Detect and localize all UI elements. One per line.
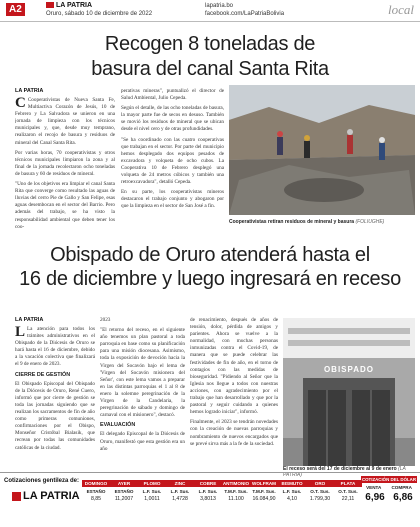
quote-header: WOLFRAM [250,480,278,487]
article2-caption-text: El receso será del 17 de diciembre al 9 de enero [283,466,397,472]
quote-label: O.T. Sus. [338,489,358,494]
dollar-buy-value: 6,86 [393,492,413,503]
quote-header: AYER [110,480,138,487]
article2-p7: Finalmente, el 2023 se tendrán novedades con la creación de nuevas parroquias y nombramiento de nuevos encargados que se prevé sirva más a la fe de la sociedad. [190,419,278,447]
article1-p1: Cooperativistas de Nueva Santa Fe, Multiactiva Corazón de Jesús, 10 de Febrero y La Salvadora se unieron en una jornada de limpieza con los técnicos municipales y, que, desde muy temprano, realizaron el recojo de basura y residuos de mineral del Canal Santa Rita. [15,97,115,146]
issue-date: Oruro, sábado 10 de diciembre de 2022 [46,11,153,17]
quote-header: PLATA [334,480,362,487]
quote-header: PLOMO [138,480,166,487]
quote-label: L.F. Sus. [142,489,162,494]
quotes-title: Cotizaciones gentileza de: [4,478,80,484]
article2-p2: El Obispado Episcopal del Obispado de la Diócesis de Oruro, René Cuero, informó que por cierre de gestión se toda las jornadas siguiendo que se realizan los sacramentos de fin de año como primeras comuniones, confirmaciones por el Obispo, Monseñor Cristóbal Bialasik, que recrean por todas las comunidades católicas de la ciudad. [15,380,95,451]
dollar-exchange [361,476,417,503]
article2-p5: El delegado Episcopal de la Diócesis de Oruro, manifestó que esta gestión era un año [100,431,185,452]
facebook-link[interactable]: facebook.com/LaPatriaBolivia [205,11,285,17]
quotes-logo [12,490,80,502]
article1-title-line1: Recogen 8 toneladas de [104,33,316,55]
quote-value: 1,0011 [144,496,160,502]
quote-label: T.M.F. Sus. [252,489,276,494]
quote-value: 11,2007 [114,496,134,502]
quote-item [138,480,166,502]
quote-label: ESTAÑO [114,489,134,494]
quote-header: ANTIMONIO [222,481,250,486]
quote-value: 16.084,90 [252,496,276,502]
article1-p5: Según el detalle, de las ocho toneladas de basura, la mayor parte fue de secos en desuso. También se movió los residuos de mineral que se ubican desde el nivel cero y de otras profundidades. [121,105,224,133]
article1-p7: En su parte, los cooperativistas mineros destacaron el trabajo conjunto y abogaron por que la limpieza en el sector de San José a fin. [121,189,224,210]
quote-item [222,480,250,502]
quote-value: 1.799,30 [309,496,331,502]
page-header [0,0,420,22]
article2-p4: "El retorno del receso, en el siguiente año tenemos un plan pastoral a toda parroquia en base como su planificación para una misión diocesana. Asimismo, toda la exposición de devoción hacia la Virgen del Socavón bajo el lema de 'Virgen del Socavón misionera del Señor', con este lema vamos a preparar en las distintas parroquias el 1 al 8 de enero la solemne peregrinación de la Virgen de la Candelaria, la peregrinación de sábado y domingo de carnaval con el misionero", destacó. [100,327,185,419]
dropcap: L [15,326,26,340]
obispado-building-image [283,318,415,466]
article2-column1 [15,326,95,470]
article2-photo [283,318,415,466]
quote-value: 11.100 [228,496,244,502]
quote-value: 22,11 [341,496,355,502]
brand-logo-icon [46,2,54,8]
article1-p3: "Uno de los objetivos era limpiar el canal Santa Rita que converge como resultado las aguas de lluvias del cerro Pie de Gallo y San Felipe, esas aguas desembocan en el sector del Barrio. Pero además del trabajo, se ha visto la responsabilidad ambiental que deben tener los coo- [15,181,115,230]
quote-header: BISMUTO [278,480,306,487]
dollar-title: COTIZACIÓN DEL DÓLAR [361,477,417,482]
quote-label: O.T. Sus. [310,489,330,494]
article1-p6: "Se ha coordinado con las cuatro cooperativas que trabajan en el sector. Por parte del municipio hemos desplegado dos equipos pesados de excavadora y volqueta de ocho cubos. La Cooperativa 10 de Febrero desplegó una volqueta de 24 metros cúbicos y también una retroexcavadora", detalló Cepeda. [121,136,224,186]
article2-title-line2: 16 de diciembre y luego ingresará en receso [19,268,401,290]
article1-byline: LA PATRIA [15,88,44,94]
quote-header: ORO [306,480,334,487]
article1-photo [229,85,415,215]
dollar-buy-label: COMPRA [391,485,412,490]
article2-subhead2: EVALUACIÓN [100,422,136,429]
section-name: local [388,2,414,17]
quote-value: 4,10 [286,496,298,502]
mining-site-image [229,85,415,215]
article1-column1 [15,97,115,239]
quote-label: L.F. Sus. [282,489,302,494]
quote-item [306,480,334,502]
quote-value: 3,8013 [200,496,216,502]
quote-value: 8,85 [90,496,102,502]
quotes-logo-icon [12,492,21,501]
quote-label: L.F. Sus. [170,489,190,494]
article1-column2 [121,88,224,240]
quote-item [110,480,138,502]
article2-byline: LA PATRIA [15,317,44,323]
quote-item [278,480,306,502]
brand-name [46,2,92,9]
quote-item [194,480,222,502]
dollar-sell-label: VENTA [366,485,382,490]
quote-header: COBRE [194,480,222,487]
dropcap: C [15,97,26,111]
obispado-sign: OBISPADO [323,365,375,374]
brand-text: LA PATRIA [56,2,93,9]
article2-p3: 2023 [100,317,111,323]
article2-p1 [15,326,95,369]
article1-p2: Por varias horas, 70 cooperativistas y otros técnicos municipales limpiaron la zona y al final de la jornada recolectaron ocho toneladas de basura y 60 de residuos de mineral. [15,149,115,177]
article1-caption-credit: (FOLIUGHE) [355,219,385,225]
quote-label: T.M.F. Sus. [224,489,248,494]
article2-title-line1: Obispado de Oruro atenderá hasta el [50,244,370,266]
article2-p1-text: La atención para todos los trámites administrativos en el Obispado de la Diócesis de Oruro se hará hasta el 16 de diciembre, debido a la vacación colectiva que finalizará el 9 de enero de 2023. [15,326,95,368]
article1-p4: perativas mineras", puntualizó el director de Salud Ambiental, Julio Cepeda. [121,88,224,102]
quote-item [250,480,278,502]
article1-caption [229,219,419,225]
quote-item [166,480,194,502]
article2-caption-credit: (LA PATRIA) [283,466,406,478]
dollar-sell-value: 6,96 [365,492,385,503]
quote-header: ZINC [166,480,194,487]
article2-p6: de renacimiento, después de años de tensión, dolor, pérdida de amigos y parientes. Ahora se vuelve a la normalidad, con muchas personas inmunizadas contra el Covid-19, de manera que se puede celebrar las festividades de fin de año, en el torno de contagios con las medidas de bioseguridad. "Pidiendo al Señor que la Iglesia nos llegue a todos con nuestras acciones, con agradecimiento por el trabajo que han desarrollado y que por la pastoral y seguir cuidando a quienes hemos logrado iniciar", informó. [190,317,278,416]
quote-value: 1,4728 [172,496,188,502]
quote-item [334,480,362,502]
article1-paragraph [15,97,115,147]
article1-title-line2: basura del canal Santa Rita [91,58,329,80]
dollar-values [361,492,417,503]
quote-item [82,480,110,502]
quote-header: DOMINGO [82,480,110,487]
website-link[interactable]: lapatria.bo [205,3,234,9]
quotes-logo-text: LA PATRIA [23,490,80,502]
quote-label: ESTAÑO [86,489,106,494]
article2-subhead1: CIERRE DE GESTIÓN [15,371,71,378]
article1-caption-text: Cooperativistas retiran residuos de mineral y basura [229,219,355,225]
article2-column2 [100,317,185,470]
article2-column3 [190,317,278,470]
dollar-labels [361,485,417,490]
page-number: A2 [6,3,25,16]
quote-label: L.F. Sus. [198,489,218,494]
